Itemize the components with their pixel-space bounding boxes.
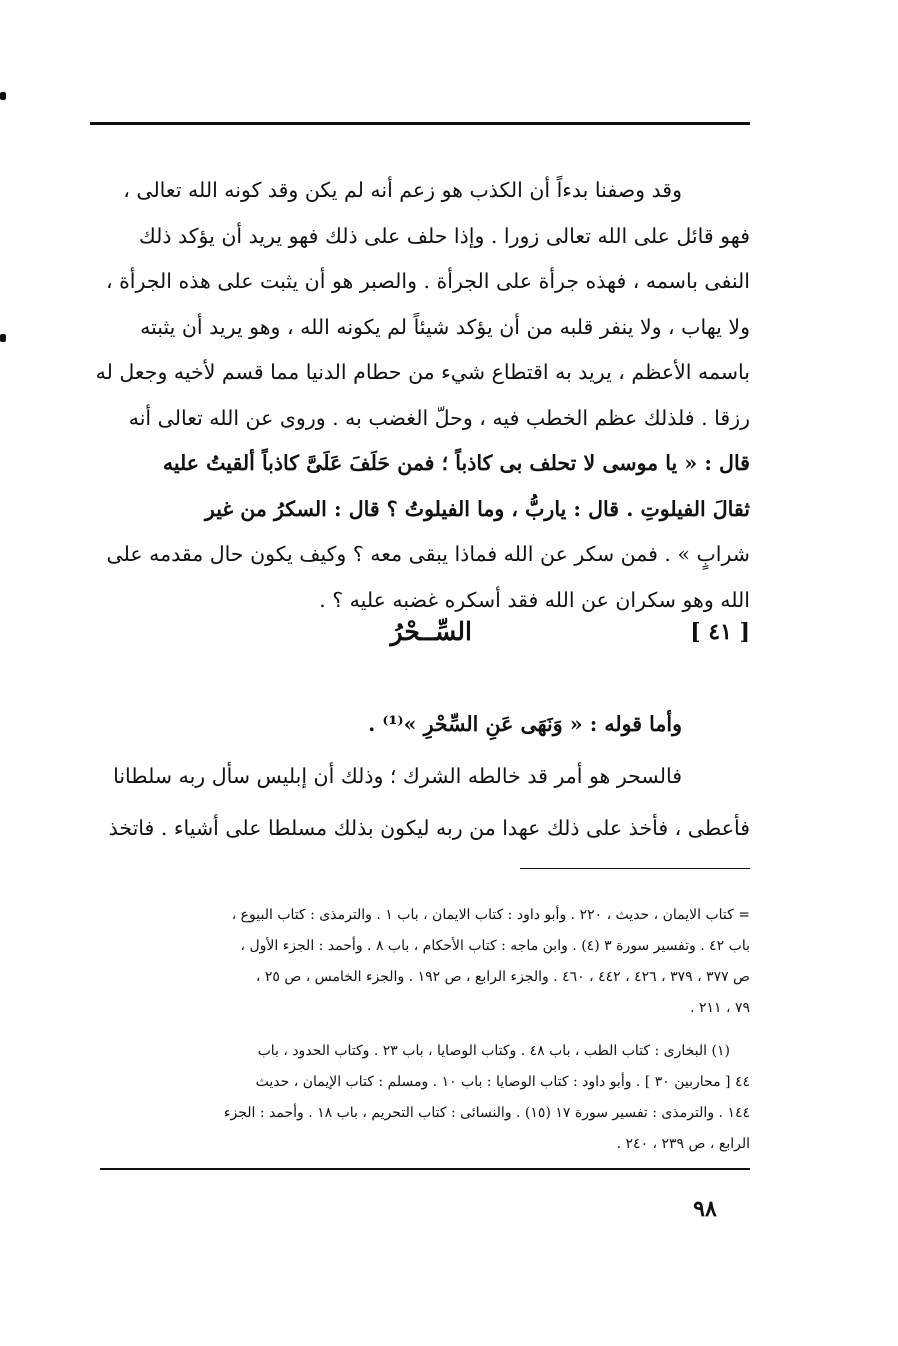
footnote-line: = كتاب الايمان ، حديث ، ٢٢٠ . وأبو داود : كتاب الايمان ، باب ١ . والترمذى : كتاب البيوع ،	[231, 907, 750, 923]
text-line: رزقا . فلذلك عظم الخطب فيه ، وحلّ الغضب به . وروى عن الله تعالى أنه	[128, 405, 750, 430]
footnotes	[94, 900, 750, 1160]
main-paragraph	[92, 168, 750, 623]
scan-edge-mark	[0, 92, 6, 100]
section-title: السِّــحْرُ	[390, 617, 472, 646]
scan-edge-mark	[0, 334, 6, 342]
footnote-line: ٤٤ [ محاربين ٣٠ ] . وأبو داود : كتاب الوصايا : باب ١٠ . ومسلم : كتاب الإيمان ، حديث	[255, 1074, 750, 1090]
text-line: فالسحر هو أمر قد خالطه الشرك ؛ وذلك أن إبليس سأل ربه سلطانا	[113, 764, 682, 788]
footnote-line: ١٤٤ . والترمذى : تفسير سورة ١٧ (١٥) . والنسائى : كتاب التحريم ، باب ١٨ . وأحمد : الجزء	[223, 1105, 750, 1121]
hadith-quote-line: قال : « يا موسى لا تحلف بى كاذباً ؛ فمن حَلَفَ عَلَىَّ كاذباً ألقيتُ عليه	[162, 451, 750, 475]
text-line: الله وهو سكران عن الله فقد أسكره غضبه عليه ؟ .	[319, 587, 750, 612]
footnote-separator	[520, 868, 750, 869]
section-heading	[360, 612, 750, 652]
text-line: النفى باسمه ، فهذه جرأة على الجرأة . والصبر هو أن يثبت على هذه الجرأة ،	[105, 269, 750, 293]
text-line: باسمه الأعظم ، يريد به اقتطاع شيء من حطام الدنيا مما قسم لأخيه وجعل له	[95, 360, 750, 384]
text-line: فأعطى ، فأخذ على ذلك عهدا من ربه ليكون بذلك مسلطا على أشياء . فاتخذ	[108, 816, 750, 840]
quote-line: وأما قوله : « وَنَهَى عَنِ السِّحْرِ »⁽¹⁾ .	[368, 712, 682, 736]
page-number: ٩٨	[693, 1196, 717, 1222]
footnote-line: (١) البخارى : كتاب الطب ، باب ٤٨ . وكتاب الوصايا ، باب ٢٣ . وكتاب الحدود ، باب	[257, 1043, 730, 1059]
second-paragraph	[92, 698, 750, 854]
text-line: فهو قائل على الله تعالى زورا . وإذا حلف على ذلك فهو يريد أن يؤكد ذلك	[138, 223, 750, 248]
hadith-quote-line: ثقالَ الفيلوتِ . قال : ياربُّ ، وما الفيلوتُ ؟ قال : السكرُ من غير	[204, 496, 750, 521]
footnote-gap	[94, 1024, 750, 1036]
section-number: [ ٤١ ]	[690, 619, 750, 645]
footnote-line: ٧٩ ، ٢١١ .	[690, 1000, 750, 1016]
text-line: وقد وصفنا بدءاً أن الكذب هو زعم أنه لم يكن وقد كونه الله تعالى ،	[123, 178, 682, 202]
text-line: ولا يهاب ، ولا ينفر قلبه من أن يؤكد شيئاً لم يكونه الله ، وهو يريد أن يثبته	[140, 314, 750, 339]
footnote-line: باب ٤٢ . وتفسير سورة ٣ (٤) . وابن ماجه : كتاب الأحكام ، باب ٨ . وأحمد : الجزء الأول ،	[240, 938, 750, 954]
text-line: شرابٍ » . فمن سكر عن الله فماذا يبقى معه ؟ وكيف يكون حال مقدمه على	[106, 542, 750, 566]
footnote-line: ص ٣٧٧ ، ٣٧٩ ، ٤٢٦ ، ٤٤٢ ، ٤٦٠ . والجزء الرابع ، ص ١٩٢ . والجزء الخامس ، ص ٢٥ ،	[255, 969, 750, 985]
header-rule	[90, 122, 750, 125]
footnote-line: الرابع ، ص ٢٣٩ ، ٢٤٠ .	[616, 1136, 750, 1152]
footer-rule	[100, 1168, 750, 1170]
